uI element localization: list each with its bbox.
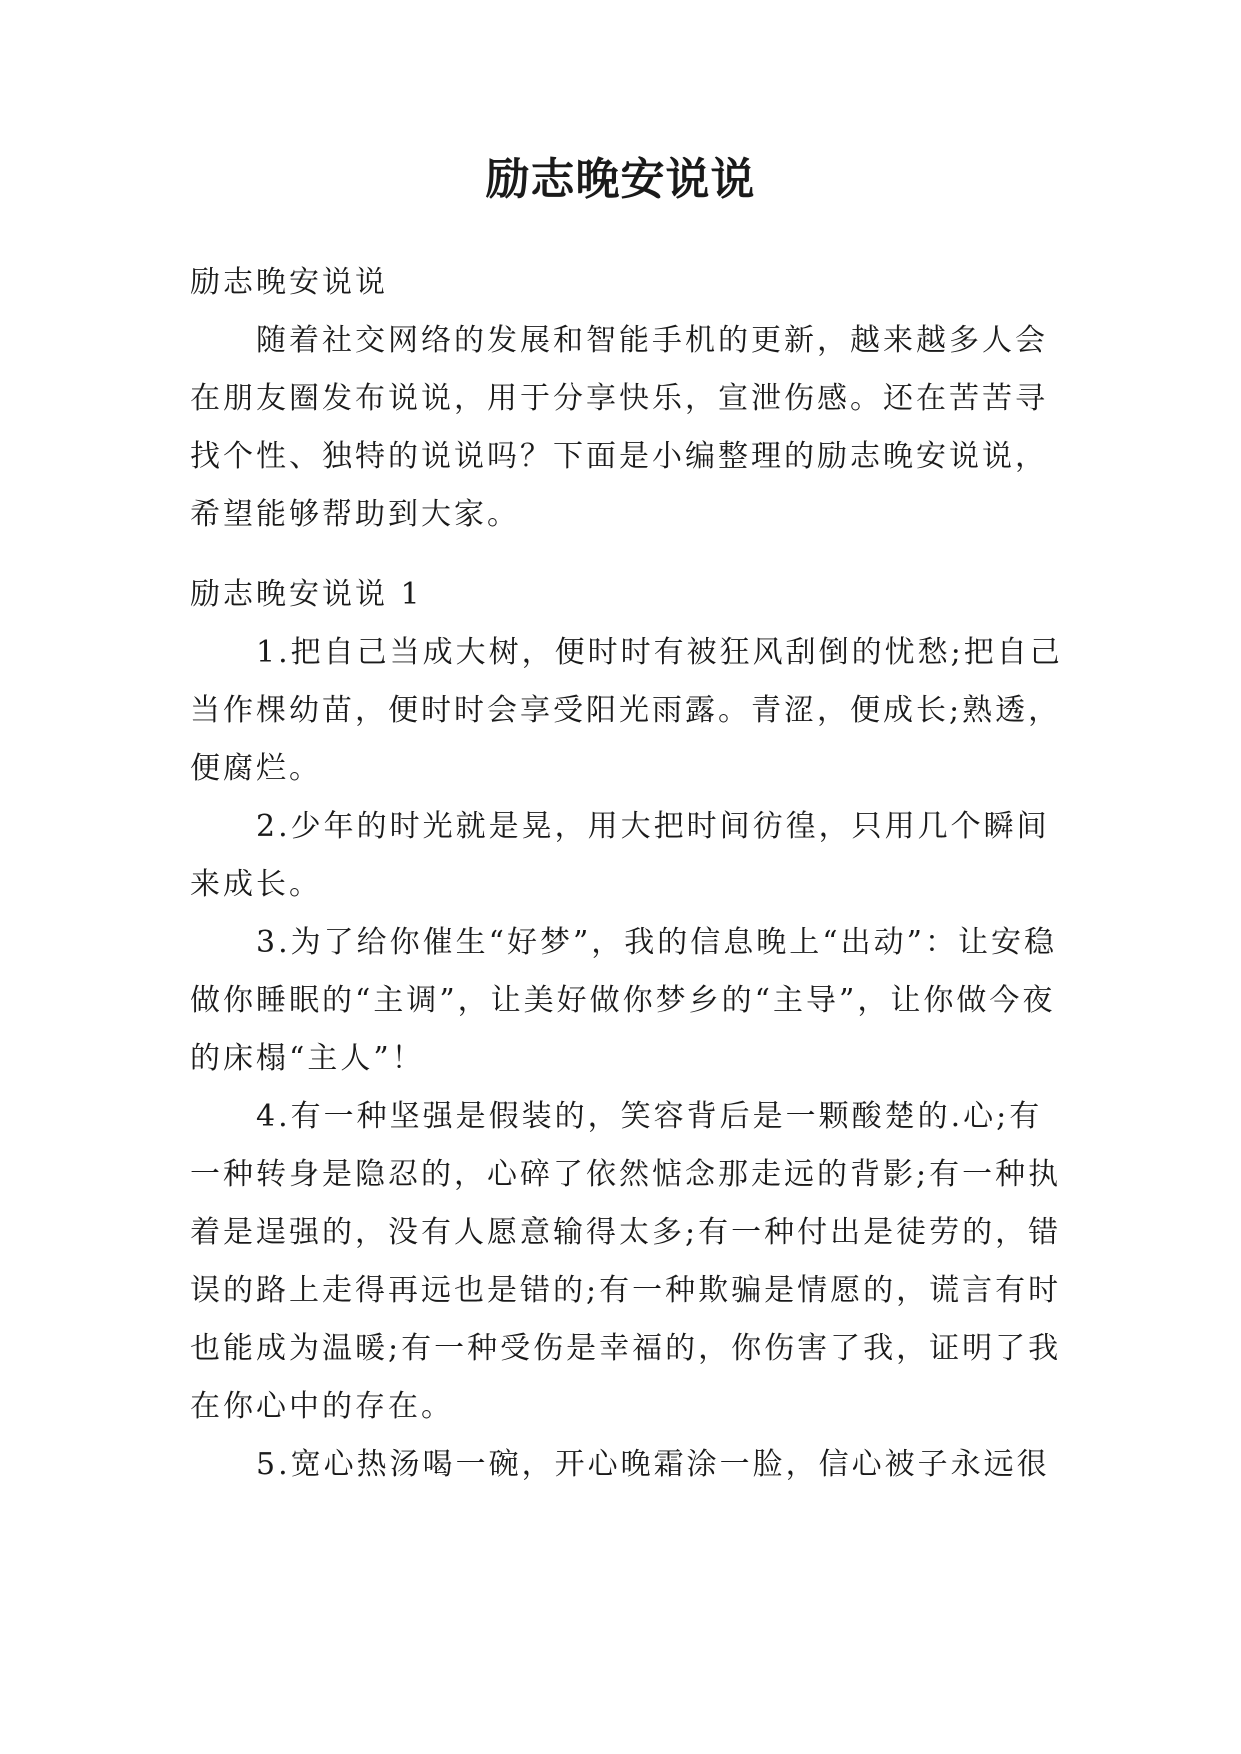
intro-paragraph-block xyxy=(190,312,1070,544)
intro-paragraph: 随着社交网络的发展和智能手机的更新，越来越多人会在朋友圈发布说说，用于分享快乐，宣泄伤感。还在苦苦寻找个性、独特的说说吗？下面是小编整理的励志晚安说说，希望能够帮助到大家。 xyxy=(190,323,1048,532)
document-title: 励志晚安说说 xyxy=(485,154,756,205)
intro-heading: 励志晚安说说 xyxy=(190,265,388,300)
list-item: 3.为了给你催生“好梦”，我的信息晚上“出动”：让安稳做你睡眠的“主调”，让美好做你梦乡的“主导”，让你做今夜的床榻“主人”！ xyxy=(190,925,1057,1076)
list-item: 2.少年的时光就是晃，用大把时间彷徨，只用几个瞬间来成长。 xyxy=(190,809,1050,902)
section-heading: 励志晚安说说 1 xyxy=(190,577,423,612)
list-item: 4.有一种坚强是假装的，笑容背后是一颗酸楚的.心;有一种转身是隐忍的，心碎了依然惦念那走远的背影;有一种执着是逞强的，没有人愿意输得太多;有一种付出是徒劳的，错误的路上走得再远也是错的;有一种欺骗是情愿的，谎言有时也能成为温暖;有一种受伤是幸福的，你伤害了我，证明了我在你心中的存在。 xyxy=(190,1099,1062,1424)
items-list xyxy=(190,624,1070,1494)
list-item: 5.宽心热汤喝一碗，开心晚霜涂一脸，信心被子永远很 xyxy=(256,1447,1050,1482)
list-item: 1.把自己当成大树，便时时有被狂风刮倒的忧愁;把自己当作棵幼苗，便时时会享受阳光雨露。青涩，便成长;熟透，便腐烂。 xyxy=(190,635,1063,786)
